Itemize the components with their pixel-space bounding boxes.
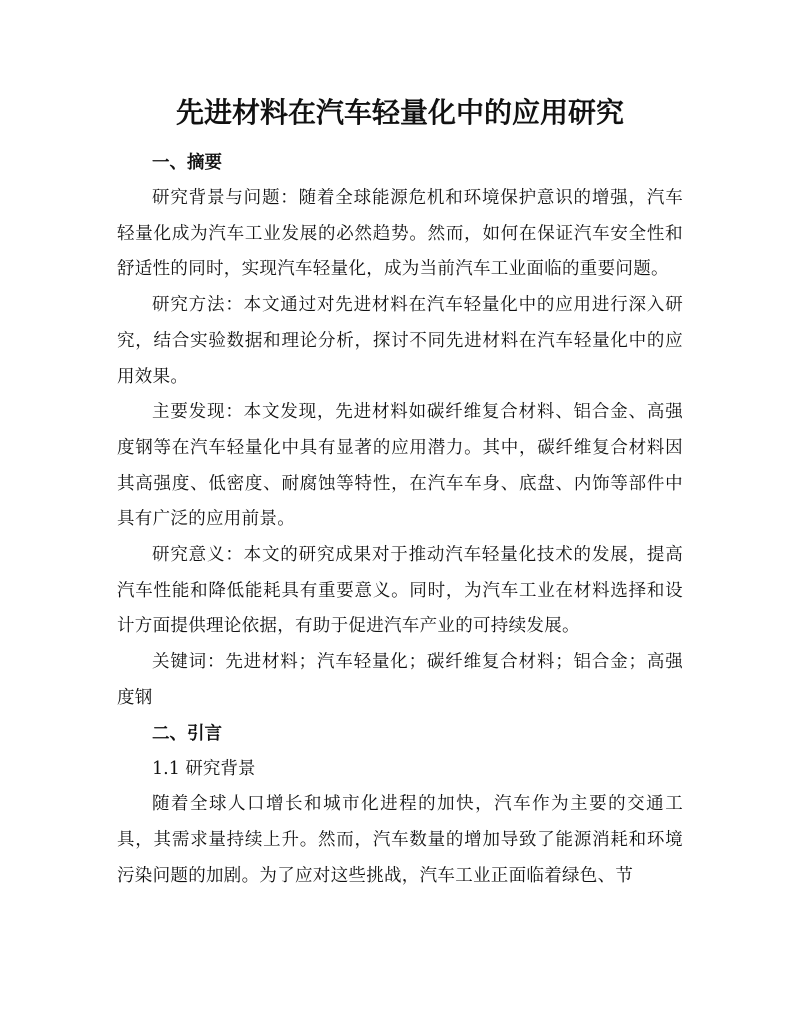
section-heading-abstract: 一、摘要 [152, 153, 222, 173]
abstract-significance-paragraph: 研究意义：本文的研究成果对于推动汽车轻量化技术的发展，提高汽车性能和降低能耗具有重要意义。同时，为汽车工业在材料选择和设计方面提供理论依据，有助于促进汽车产业的可持续发展。 [117, 545, 683, 637]
abstract-findings-paragraph: 主要发现：本文发现，先进材料如碳纤维复合材料、铝合金、高强度钢等在汽车轻量化中具有显著的应用潜力。其中，碳纤维复合材料因其高强度、低密度、耐腐蚀等特性，在汽车车身、底盘、内饰等部件中具有广泛的应用前景。 [117, 402, 683, 530]
subsection-heading-research-background: 1.1 研究背景 [152, 758, 256, 779]
document-title: 先进材料在汽车轻量化中的应用研究 [175, 96, 624, 129]
abstract-background-paragraph: 研究背景与问题：随着全球能源危机和环境保护意识的增强，汽车轻量化成为汽车工业发展的必然趋势。然而，如何在保证汽车安全性和舒适性的同时，实现汽车轻量化，成为当前汽车工业面临的重要问题。 [117, 188, 683, 280]
keywords-paragraph: 关键词：先进材料；汽车轻量化；碳纤维复合材料；铝合金；高强度钢 [117, 652, 683, 708]
introduction-paragraph: 随着全球人口增长和城市化进程的加快，汽车作为主要的交通工具，其需求量持续上升。然而，汽车数量的增加导致了能源消耗和环境污染问题的加剧。为了应对这些挑战，汽车工业正面临着绿色、节 [117, 794, 683, 886]
abstract-method-paragraph: 研究方法：本文通过对先进材料在汽车轻量化中的应用进行深入研究，结合实验数据和理论分析，探讨不同先进材料在汽车轻量化中的应用效果。 [117, 295, 683, 387]
section-heading-introduction: 二、引言 [152, 723, 222, 744]
document-body [117, 90, 683, 894]
